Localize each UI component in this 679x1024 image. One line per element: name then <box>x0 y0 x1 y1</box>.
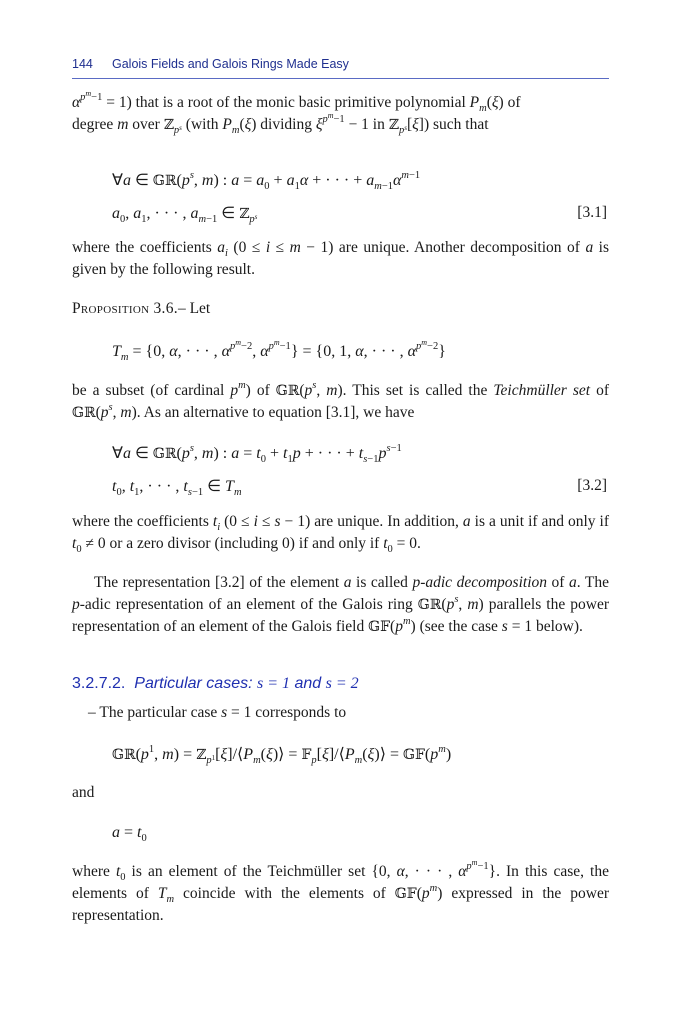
section-heading <box>72 675 359 693</box>
teichmuller-term: Teichmüller set <box>493 382 591 399</box>
equation-number-3-1: [3.1] <box>577 204 607 221</box>
equation-a-equals-t0: $a = t_0$ <box>112 824 147 844</box>
equation-teichmuller-set: $T_m = \{0$, α, · · · , $\alpha^{p^m-2}$, $\alpha^{p^m-1}\} = \{0$, 1, α, · · · , $\alpha^{p^m-2}$} <box>112 338 446 363</box>
header-rule <box>72 78 609 79</box>
equation-3-1-line1: ∀a ∈ $𝔾ℝ(p^s$, m) : $a = a_0 + a_1\alpha$ + · · · + $a_{m-1}\alpha^{m-1}$ <box>112 170 421 192</box>
equation-3-1-line2: $a_0$, $a_1$, · · · , $a_{m-1}$ ∈ ℤ$_{p^s}$ <box>112 205 258 225</box>
proposition-heading: Proposition 3.6.– Let <box>72 300 211 317</box>
page-number: 144 <box>72 57 93 71</box>
equation-3-2-line2: $t_0$, $t_1$, · · · , $t_{s-1}$ ∈ $T_m$ <box>112 478 242 498</box>
section-title: Particular cases: s = 1 and s = 2 <box>134 675 359 692</box>
equation-number-3-2: [3.2] <box>577 477 607 494</box>
and-word: and <box>72 784 95 801</box>
running-title: Galois Fields and Galois Rings Made Easy <box>112 57 349 71</box>
paragraph-padic: The representation [3.2] of the element a is called p-adic decomposition of a. The p-adic representation of an element of the Galois ring $𝔾ℝ(p^s$, m) parallels the power representation of an element of the Galois field $𝔾𝔽(p^m)$ (see the case s = 1 below). <box>72 574 610 635</box>
equation-3-2-line1: ∀a ∈ $𝔾ℝ(p^s$, m) : $a = t_0 + t_1p$ + · · · + $t_{s-1}p^{s-1}$ <box>112 443 402 465</box>
proposition-label: Proposition 3.6. <box>72 300 178 317</box>
paragraph-subset: be a subset (of cardinal $p^m$) of $𝔾ℝ(p^s$, m). This set is called the Teichmüller set of $𝔾ℝ(p^s$, m). As an alternative to equation [3.1], we have <box>72 380 610 421</box>
paragraph-unit-condition: where the coefficients $t_i$ (0 ≤ i ≤ s − 1) are unique. In addition, a is a unit if and only if $t_0 \ne 0$ or a zero divisor (including 0) if and only if $t_0 = 0$. <box>72 513 610 555</box>
running-header <box>72 57 609 71</box>
section-number: 3.2.7.2. <box>72 675 126 692</box>
equation-gr-equals-gf: $𝔾ℝ(p^1$, $m) = ℤ_{p^1}[\xi]/⟨P_m(\xi)⟩$ = $𝔽_p[\xi]/⟨P_m(\xi)⟩$ = $𝔾𝔽(p^m)$ <box>112 744 452 766</box>
padic-term: p-adic decomposition <box>412 574 547 591</box>
paragraph-intro: $\alpha^{p^m-1} = 1$) that is a root of the monic basic primitive polynomial $P_m(\xi)$ of degree m over ℤ$_{p^s}$ (with $P_m(\xi)$ dividing $\xi^{p^m-1} - 1$ in ℤ$_{p^s}$[ξ]) such that <box>72 89 521 136</box>
paragraph-particular-case: – The particular case s = 1 corresponds to <box>88 704 347 721</box>
paragraph-power-representation: where $t_0$ is an element of the Teichmüller set {0, α, · · · , $\alpha^{p^m-1}$}. In this case, the elements of $T_m$ coincide with the elements of $𝔾𝔽(p^m)$ expressed in the power representation. <box>72 858 609 924</box>
paragraph-coefficients: where the coefficients $a_i$ (0 ≤ i ≤ m − 1) are unique. Another decomposition of a is given by the following result. <box>72 239 610 278</box>
